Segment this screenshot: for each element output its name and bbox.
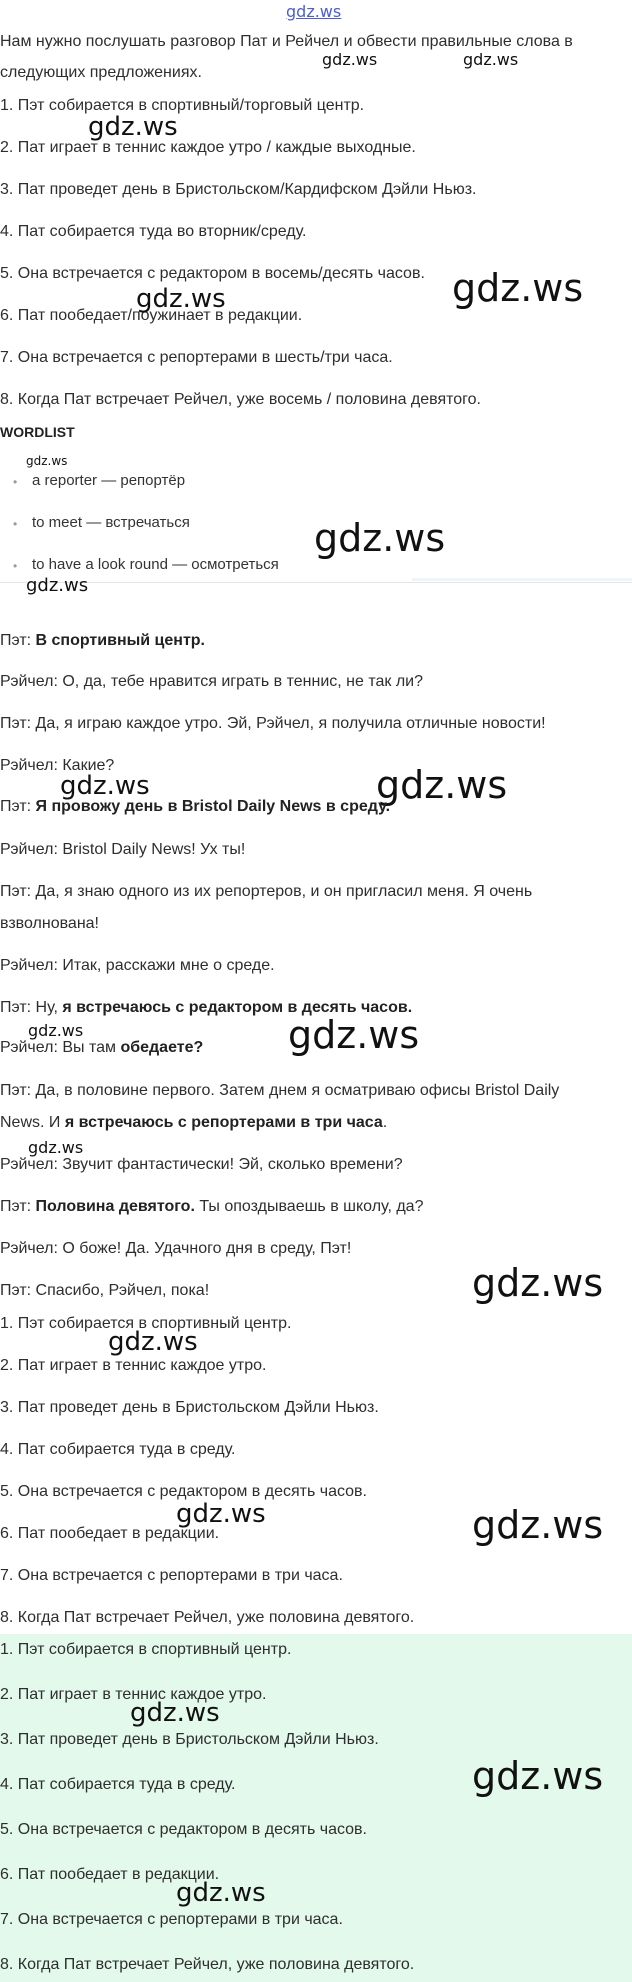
dialogue-line: Пэт: Спасибо, Рэйчел, пока!	[0, 1282, 210, 1299]
task-section	[0, 0, 632, 582]
answer-line: 5. Она встречается с редактором в десять часов.	[0, 1483, 367, 1500]
watermark: gdz.ws	[176, 1878, 266, 1908]
task-intro-line1: Нам нужно послушать разговор Пат и Рейчел и обвести правильные слова в	[0, 33, 573, 50]
dialogue-line: Рэйчел: О боже! Да. Удачного дня в среду, Пэт!	[0, 1240, 352, 1257]
watermark: gdz.ws	[88, 112, 178, 142]
watermark: gdz.ws	[314, 516, 446, 560]
task-sentence: 5. Она встречается с редактором в восемь/десять часов.	[0, 265, 425, 282]
answer-line: 1. Пэт собирается в спортивный центр.	[0, 1315, 292, 1332]
watermark: gdz.ws	[60, 771, 150, 801]
divider	[412, 578, 632, 581]
dialogue-line: Рэйчел: Bristol Daily News! Ух ты!	[0, 841, 246, 858]
watermark: gdz.ws	[472, 1754, 604, 1798]
watermark: gdz.ws	[463, 50, 519, 69]
wordlist-title: WORDLIST	[0, 424, 75, 440]
answer-line: 6. Пат пообедает в редакции.	[0, 1866, 220, 1883]
dialogue-line: Рэйчел: Итак, расскажи мне о среде.	[0, 957, 275, 974]
answer-line: 8. Когда Пат встречает Рейчел, уже половина девятого.	[0, 1609, 415, 1626]
task-sentence: 7. Она встречается с репортерами в шесть/три часа.	[0, 349, 393, 366]
answer-line: 5. Она встречается с редактором в десять часов.	[0, 1821, 367, 1838]
dialogue-line: Рэйчел: Вы там обедаете?	[0, 1039, 204, 1056]
watermark: gdz.ws	[108, 1327, 198, 1357]
dialogue-line: Пэт: Я провожу день в Bristol Daily News в среду.	[0, 798, 391, 815]
watermark: gdz.ws	[322, 50, 378, 69]
bullet-icon: •	[13, 559, 18, 573]
watermark: gdz.ws	[26, 575, 89, 596]
watermark: gdz.ws	[376, 763, 508, 807]
watermark: gdz.ws	[28, 1138, 84, 1157]
dialogue-line: взволнована!	[0, 915, 99, 932]
watermark: gdz.ws	[28, 1021, 84, 1040]
dialogue-line: Пэт: Половина девятого. Ты опоздываешь в школу, да?	[0, 1198, 424, 1215]
answer-line: 3. Пат проведет день в Бристольском Дэйли Ньюз.	[0, 1731, 379, 1748]
answer-line: 8. Когда Пат встречает Рейчел, уже половина девятого.	[0, 1956, 415, 1973]
dialogue-line: Пэт: Да, я играю каждое утро. Эй, Рэйчел, я получила отличные новости!	[0, 715, 546, 732]
dialogue-line: Пэт: В спортивный центр.	[0, 632, 205, 649]
wordlist-item: a reporter — репортёр	[32, 472, 186, 489]
wordlist-item: to meet — встречаться	[32, 514, 190, 531]
task-sentence: 4. Пат собирается туда во вторник/среду.	[0, 223, 307, 240]
answer-line: 4. Пат собирается туда в среду.	[0, 1441, 236, 1458]
watermark-link[interactable]: gdz.ws	[286, 2, 342, 21]
answer-line: 3. Пат проведет день в Бристольском Дэйли Ньюз.	[0, 1399, 379, 1416]
answer-line: 1. Пэт собирается в спортивный центр.	[0, 1641, 292, 1658]
watermark: gdz.ws	[288, 1013, 420, 1057]
watermark: gdz.ws	[136, 284, 226, 314]
task-sentence: 6. Пат пообедает/поужинает в редакции.	[0, 307, 303, 324]
bullet-icon: •	[13, 475, 18, 489]
dialogue-line: News. И я встречаюсь с репортерами в три часа.	[0, 1114, 388, 1131]
dialogue-line: Рэйчел: О, да, тебе нравится играть в теннис, не так ли?	[0, 673, 423, 690]
dialogue-line: Пэт: Да, в половине первого. Затем днем я осматриваю офисы Bristol Daily	[0, 1082, 560, 1099]
watermark: gdz.ws	[452, 266, 584, 310]
dialogue-line: Рэйчел: Звучит фантастически! Эй, сколько времени?	[0, 1156, 403, 1173]
wordlist-item: to have a look round — осмотреться	[32, 556, 279, 573]
watermark: gdz.ws	[472, 1503, 604, 1547]
answer-line: 6. Пат пообедает в редакции.	[0, 1525, 220, 1542]
watermark: gdz.ws	[176, 1499, 266, 1529]
task-sentence: 2. Пат играет в теннис каждое утро / каждые выходные.	[0, 139, 416, 156]
task-intro-line2: следующих предложениях.	[0, 64, 202, 81]
dialogue-line: Пэт: Ну, я встречаюсь с редактором в десять часов.	[0, 999, 413, 1016]
task-sentence: 8. Когда Пат встречает Рейчел, уже восемь / половина девятого.	[0, 391, 481, 408]
watermark: gdz.ws	[130, 1698, 220, 1728]
task-sentence: 3. Пат проведет день в Бристольском/Кардифском Дэйли Ньюз.	[0, 181, 477, 198]
answer-line: 2. Пат играет в теннис каждое утро.	[0, 1686, 267, 1703]
watermark: gdz.ws	[26, 454, 68, 468]
dialogue-section	[0, 575, 632, 1635]
answers-highlight	[0, 1634, 632, 1982]
dialogue-line: Пэт: Да, я знаю одного из их репортеров, и он пригласил меня. Я очень	[0, 883, 533, 900]
bullet-icon: •	[13, 517, 18, 531]
task-sentence: 1. Пэт собирается в спортивный/торговый центр.	[0, 97, 365, 114]
answer-line: 4. Пат собирается туда в среду.	[0, 1776, 236, 1793]
dialogue-line: Рэйчел: Какие?	[0, 757, 115, 774]
answer-line: 7. Она встречается с репортерами в три часа.	[0, 1911, 343, 1928]
answer-line: 2. Пат играет в теннис каждое утро.	[0, 1357, 267, 1374]
answer-line: 7. Она встречается с репортерами в три часа.	[0, 1567, 343, 1584]
watermark: gdz.ws	[472, 1261, 604, 1305]
